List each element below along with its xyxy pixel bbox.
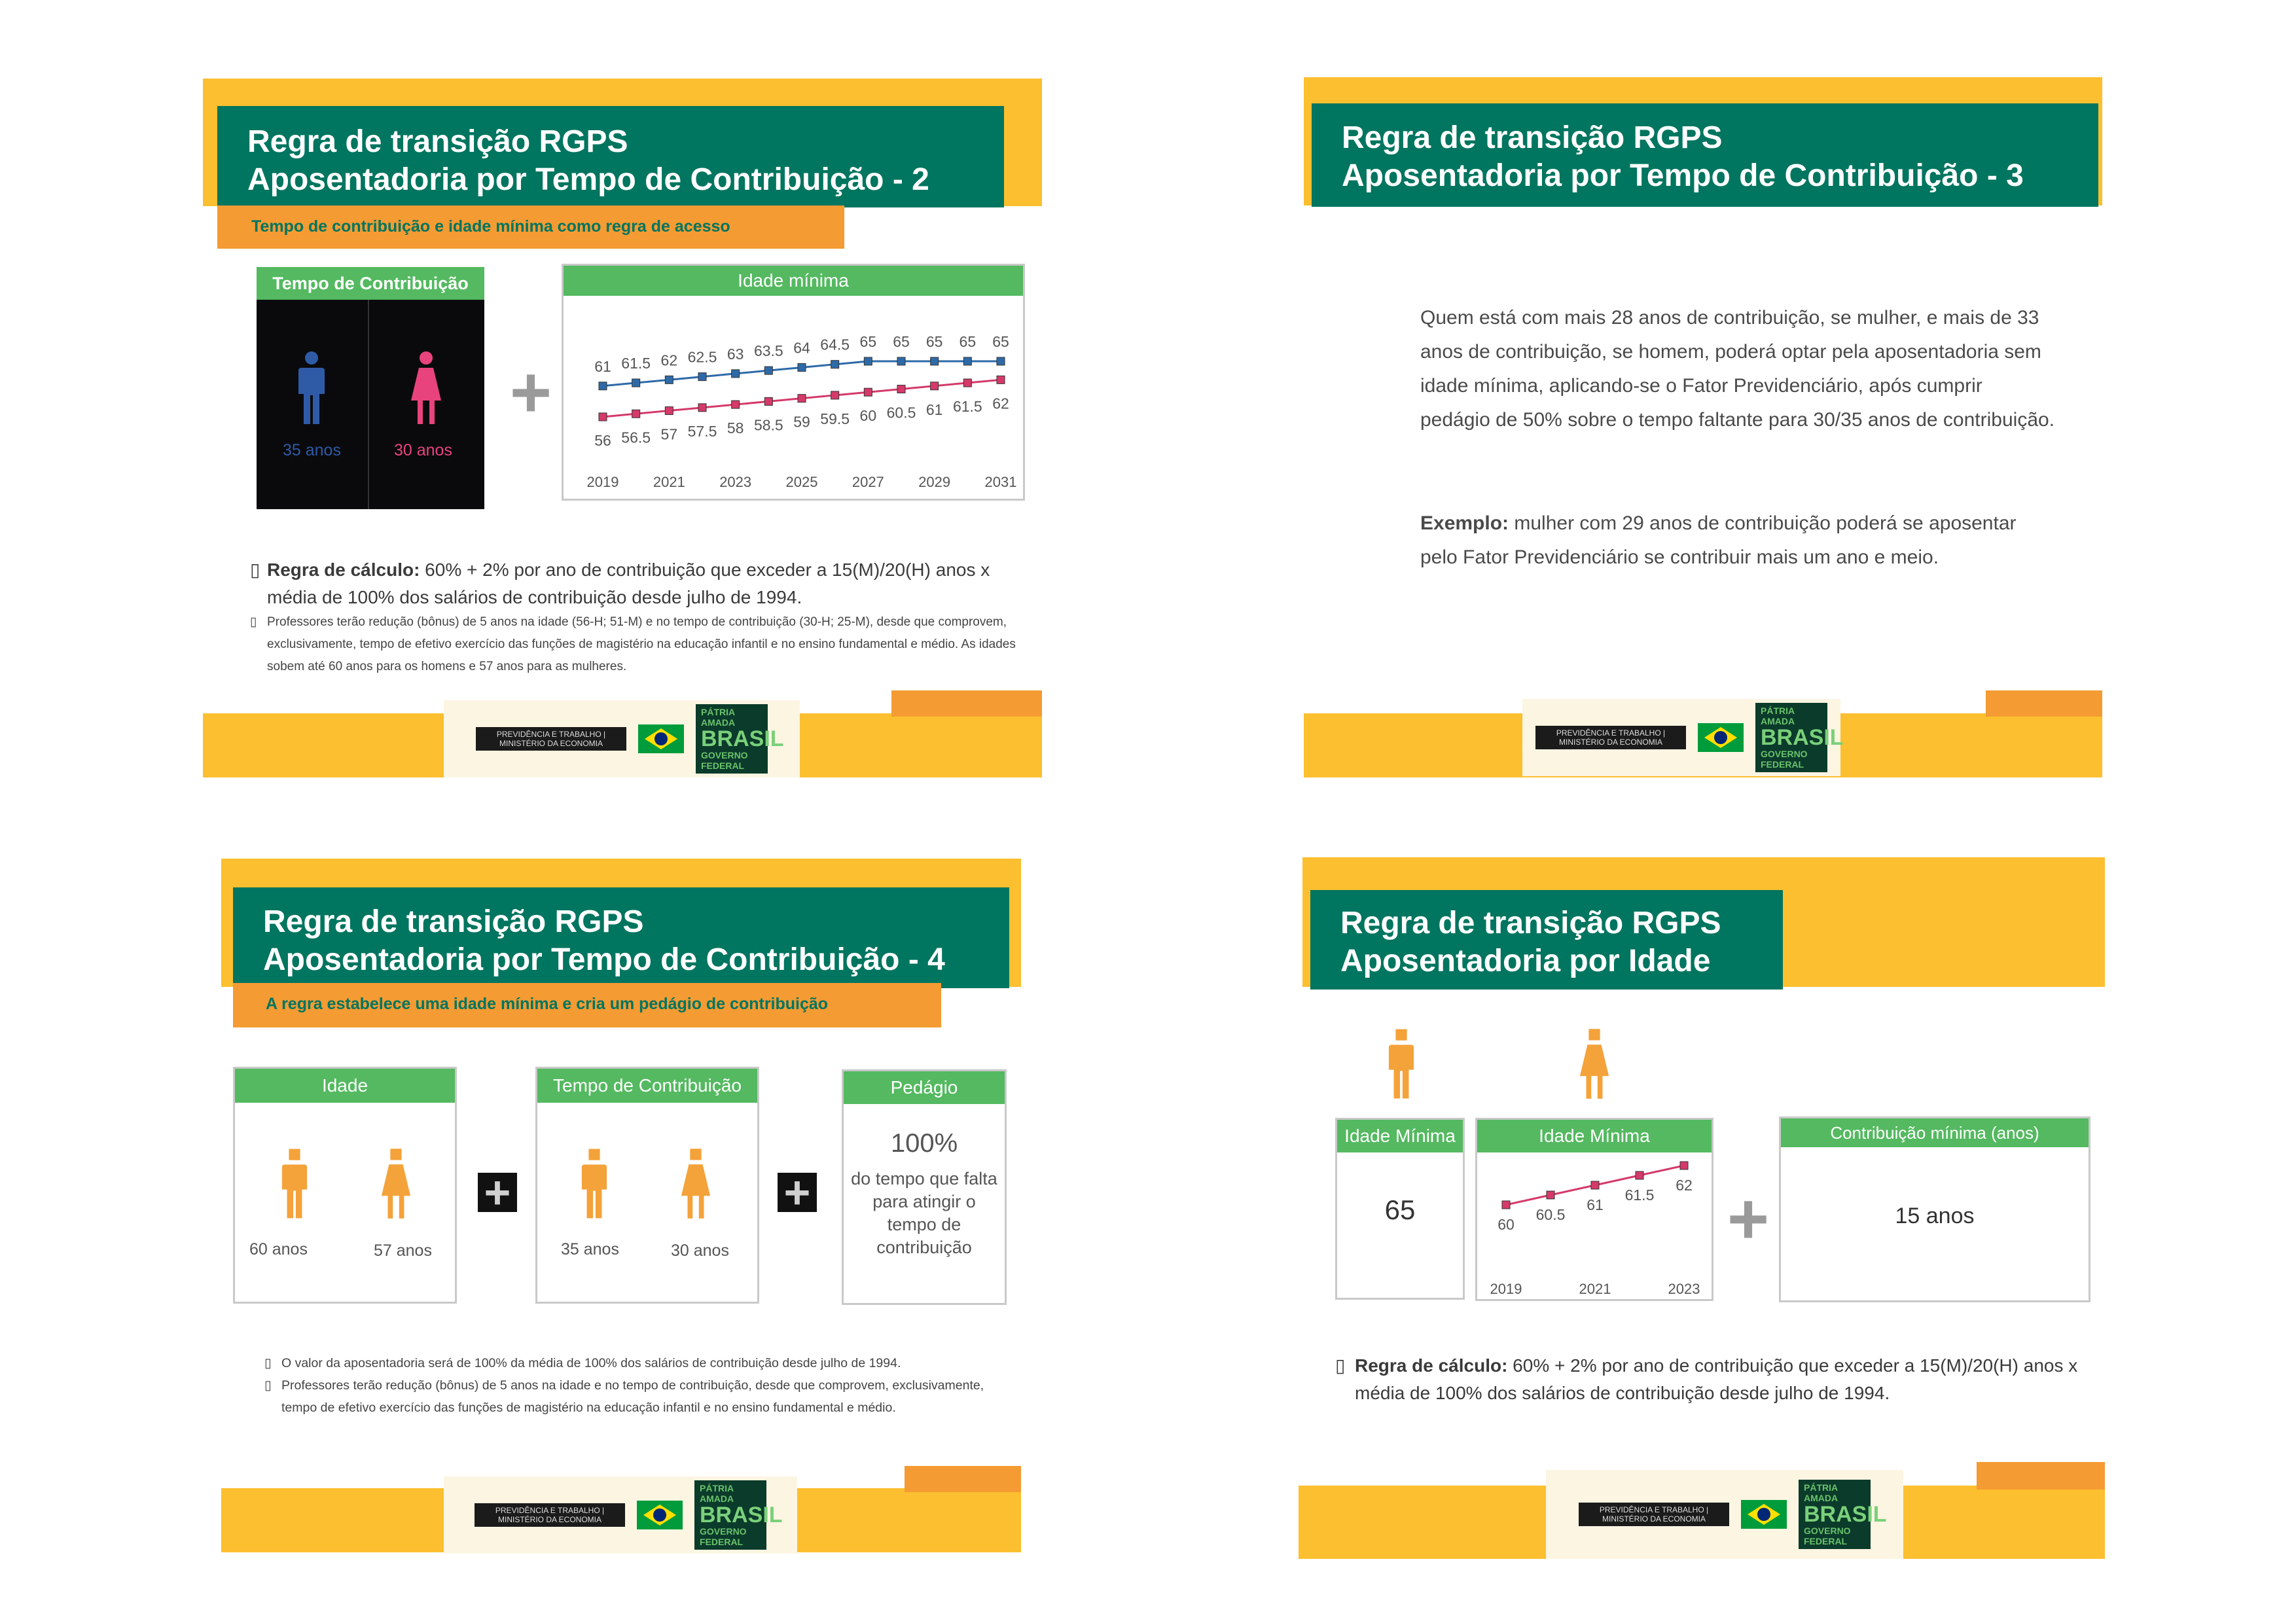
data-point bbox=[599, 382, 607, 390]
data-point bbox=[1502, 1201, 1510, 1209]
title-line-2: Aposentadoria por Tempo de Contribuição - 3 bbox=[1342, 158, 2024, 193]
brazil-flag-icon bbox=[637, 1501, 683, 1529]
toll-description: do tempo que falta para atingir o tempo de contribuição bbox=[851, 1169, 997, 1257]
data-label: 62 bbox=[660, 351, 678, 369]
data-label: 59 bbox=[793, 413, 810, 431]
data-point bbox=[864, 388, 872, 396]
footer-logo-panel bbox=[444, 1476, 797, 1554]
plus-icon: + bbox=[478, 1173, 517, 1212]
data-label: 63 bbox=[726, 345, 744, 363]
title-line-1: Regra de transição RGPS bbox=[1342, 120, 1723, 155]
subtitle-text: Tempo de contribuição e idade mínima como regra de acesso bbox=[251, 217, 730, 236]
title-line-1: Regra de transição RGPS bbox=[247, 124, 628, 159]
title-line-2: Aposentadoria por Tempo de Contribuição - 2 bbox=[247, 162, 929, 197]
data-point bbox=[632, 379, 640, 387]
government-logo bbox=[1535, 703, 1844, 772]
patria-amada-logo: PÁTRIA AMADA BRASIL GOVERNO FEDERAL bbox=[694, 1480, 766, 1550]
data-point bbox=[864, 357, 872, 365]
bullet-marker: ▯ bbox=[1335, 1355, 1346, 1376]
data-label: 59.5 bbox=[820, 410, 850, 427]
data-label: 60 bbox=[859, 407, 877, 425]
woman-time-label: 30 anos bbox=[671, 1241, 729, 1260]
x-tick-label: 2031 bbox=[984, 474, 1017, 490]
footer-logo-panel bbox=[1522, 699, 1844, 776]
data-label: 65 bbox=[859, 333, 877, 350]
man-icon bbox=[581, 1147, 608, 1222]
title-line-2: Aposentadoria por Tempo de Contribuição - 4 bbox=[263, 942, 945, 977]
government-logo bbox=[1579, 1480, 1887, 1549]
man-age-label: 60 anos bbox=[249, 1240, 308, 1258]
data-label: 60.5 bbox=[1535, 1206, 1566, 1223]
x-tick-label: 2027 bbox=[852, 474, 884, 490]
data-point bbox=[599, 413, 607, 421]
example-paragraph bbox=[1420, 507, 2055, 575]
data-label: 58 bbox=[726, 419, 744, 437]
data-label: 56 bbox=[594, 432, 611, 449]
data-point bbox=[931, 382, 939, 390]
data-point bbox=[997, 357, 1005, 365]
data-point bbox=[1680, 1162, 1688, 1169]
ministry-logo: PREVIDÊNCIA E TRABALHO | MINISTÉRIO DA ECONOMIA bbox=[1535, 726, 1686, 749]
calc-rule-label: Regra de cálculo: bbox=[267, 560, 420, 580]
data-point bbox=[931, 357, 939, 365]
brazil-flag-icon bbox=[1741, 1500, 1787, 1529]
toll-percentage: 100% bbox=[890, 1129, 958, 1158]
woman-icon bbox=[1579, 1027, 1610, 1102]
data-point bbox=[764, 366, 772, 374]
data-point bbox=[732, 370, 740, 378]
data-label: 57.5 bbox=[687, 422, 717, 440]
teachers-bullet bbox=[264, 1374, 1011, 1419]
data-label: 62 bbox=[992, 395, 1009, 412]
footer-accent bbox=[905, 1466, 1021, 1492]
patria-amada-logo: PÁTRIA AMADA BRASIL GOVERNO FEDERAL bbox=[696, 704, 768, 774]
bullet-marker: ▯ bbox=[264, 1378, 272, 1393]
x-tick-label: 2025 bbox=[785, 474, 818, 490]
data-label: 57 bbox=[660, 425, 678, 443]
slide-title bbox=[1312, 103, 2098, 207]
title-line-1: Regra de transição RGPS bbox=[1340, 906, 1721, 940]
patria-amada-logo: PÁTRIA AMADA BRASIL GOVERNO FEDERAL bbox=[1755, 703, 1827, 772]
data-label: 60 bbox=[1498, 1216, 1515, 1233]
chart-title: Idade mínima bbox=[564, 266, 1023, 296]
data-point bbox=[831, 361, 839, 368]
footer-accent bbox=[891, 690, 1042, 717]
teachers-bullet bbox=[250, 611, 1042, 678]
patria-amada-logo: PÁTRIA AMADA BRASIL GOVERNO FEDERAL bbox=[1799, 1480, 1871, 1549]
x-tick-label: 2021 bbox=[1579, 1281, 1611, 1297]
slide-title bbox=[1310, 890, 1783, 990]
man-icon bbox=[297, 351, 326, 427]
data-point bbox=[798, 363, 806, 371]
x-tick-label: 2021 bbox=[653, 474, 685, 490]
ministry-logo: PREVIDÊNCIA E TRABALHO | MINISTÉRIO DA ECONOMIA bbox=[476, 727, 626, 751]
data-label: 56.5 bbox=[621, 429, 651, 446]
data-label: 65 bbox=[925, 333, 943, 350]
x-tick-label: 2023 bbox=[719, 474, 752, 490]
min-contribution-box bbox=[1779, 1116, 2090, 1302]
woman-icon bbox=[680, 1147, 711, 1222]
example-text: mulher com 29 anos de contribuição poderá se aposentar pelo Fator Previdenciário se contribuir mais um ano e meio. bbox=[1420, 512, 2017, 568]
man-icon bbox=[1388, 1027, 1415, 1102]
data-point bbox=[632, 410, 640, 418]
women-min-age-chart bbox=[1475, 1118, 1713, 1301]
bullet-marker: ▯ bbox=[264, 1356, 272, 1370]
data-point bbox=[1636, 1171, 1643, 1179]
x-tick-label: 2029 bbox=[918, 474, 951, 490]
data-label: 58.5 bbox=[753, 416, 783, 434]
data-point bbox=[963, 379, 971, 387]
explanation-paragraph: Quem está com mais 28 anos de contribuição, se mulher, e mais de 33 anos de contribuição, se homem, poderá optar pela aposentadoria sem idade mínima, aplicando-se o Fator Previdenciário, após cumprir pedágio de 50% sobre o tempo faltante para 30/35 anos de contribuição. bbox=[1420, 307, 2055, 431]
data-label: 61.5 bbox=[621, 355, 651, 372]
man-icon bbox=[281, 1147, 308, 1222]
line-chart-svg bbox=[564, 296, 1023, 499]
data-label: 65 bbox=[959, 333, 977, 350]
data-label: 61 bbox=[925, 401, 943, 418]
data-point bbox=[997, 376, 1005, 383]
x-tick-label: 2019 bbox=[586, 474, 619, 490]
subtitle-bar bbox=[217, 205, 844, 249]
calc-rule-label: Regra de cálculo: bbox=[1355, 1355, 1508, 1376]
data-label: 63.5 bbox=[753, 342, 783, 360]
slide-title bbox=[217, 106, 1004, 207]
data-point bbox=[665, 376, 673, 383]
data-label: 61 bbox=[1587, 1196, 1604, 1213]
contribution-time-box bbox=[535, 1067, 759, 1304]
man-time-label: 35 anos bbox=[561, 1240, 619, 1258]
toll-box-title: Pedágio bbox=[844, 1071, 1005, 1104]
value-bullet bbox=[264, 1352, 1011, 1374]
plus-icon: + bbox=[509, 352, 552, 433]
min-age-chart bbox=[562, 264, 1025, 501]
government-logo bbox=[476, 704, 784, 774]
woman-label: 30 anos bbox=[394, 441, 452, 459]
age-box-title: Idade bbox=[235, 1069, 455, 1103]
plus-icon: + bbox=[1727, 1179, 1770, 1259]
line-chart-svg bbox=[1477, 1152, 1712, 1299]
subtitle-bar bbox=[233, 983, 941, 1027]
data-label: 65 bbox=[992, 333, 1009, 350]
data-point bbox=[732, 401, 740, 408]
title-line-1: Regra de transição RGPS bbox=[263, 904, 644, 939]
government-logo bbox=[475, 1480, 783, 1550]
data-point bbox=[1547, 1191, 1554, 1199]
calc-rule-text: 60% + 2% por ano de contribuição que exceder a 15(M)/20(H) anos x média de 100% dos salários de contribuição desde julho de 1994. bbox=[1355, 1355, 2078, 1403]
subtitle-text: A regra estabelece uma idade mínima e cria um pedágio de contribuição bbox=[266, 995, 829, 1013]
data-point bbox=[764, 397, 772, 405]
ministry-logo: PREVIDÊNCIA E TRABALHO | MINISTÉRIO DA ECONOMIA bbox=[1579, 1503, 1729, 1526]
toll-box bbox=[842, 1069, 1007, 1305]
age-box bbox=[233, 1067, 457, 1304]
woman-icon bbox=[380, 1147, 412, 1222]
contribution-box-title: Tempo de Contribuição bbox=[257, 267, 484, 300]
calc-rule-bullet bbox=[1335, 1352, 2101, 1407]
data-point bbox=[1591, 1181, 1599, 1189]
contribution-box bbox=[257, 267, 484, 509]
data-point bbox=[963, 357, 971, 365]
bullet-marker: ▯ bbox=[250, 615, 257, 629]
footer-logo-panel bbox=[1546, 1470, 1903, 1559]
data-label: 62 bbox=[1676, 1177, 1693, 1194]
data-point bbox=[698, 404, 706, 412]
data-label: 64.5 bbox=[820, 336, 850, 353]
data-label: 61.5 bbox=[1624, 1186, 1655, 1204]
brazil-flag-icon bbox=[1698, 723, 1744, 752]
teachers-text: Professores terão redução (bônus) de 5 anos na idade e no tempo de contribuição, desde que comprovem, exclusivamente, tempo de efetivo exercício das funções de magistério na educação infantil e no ensino fundamental e médio. bbox=[281, 1378, 984, 1415]
footer-accent bbox=[1986, 690, 2102, 717]
ministry-logo: PREVIDÊNCIA E TRABALHO | MINISTÉRIO DA ECONOMIA bbox=[475, 1503, 625, 1527]
data-point bbox=[798, 395, 806, 402]
data-point bbox=[831, 391, 839, 399]
chart-title: Idade Mínima bbox=[1477, 1120, 1712, 1152]
bullet-marker: ▯ bbox=[250, 560, 260, 580]
data-point bbox=[665, 407, 673, 415]
min-contribution-value: 15 anos bbox=[1895, 1204, 1975, 1228]
min-contribution-box-title: Contribuição mínima (anos) bbox=[1781, 1118, 2089, 1147]
x-tick-label: 2019 bbox=[1490, 1281, 1522, 1297]
teachers-text: Professores terão redução (bônus) de 5 anos na idade (56-H; 51-M) e no tempo de contribuição (30-H; 25-M), desde que comprovem, exclusivamente, tempo de efetivo exercício das funções de magistério na educação infantil e no ensino fundamental e médio. As idades sobem até 60 anos para os homens e 57 anos para as mulheres. bbox=[267, 615, 1016, 673]
calc-rule-bullet bbox=[250, 556, 1035, 611]
calc-rule-text: 60% + 2% por ano de contribuição que exceder a 15(M)/20(H) anos x média de 100% dos salários de contribuição desde julho de 1994. bbox=[267, 560, 990, 607]
min-age-value: 65 bbox=[1384, 1194, 1416, 1225]
man-label: 35 anos bbox=[283, 441, 341, 459]
woman-icon bbox=[410, 351, 442, 427]
footer-logo-panel bbox=[444, 700, 800, 777]
divider bbox=[368, 300, 369, 509]
data-label: 64 bbox=[793, 339, 810, 357]
title-line-2: Aposentadoria por Idade bbox=[1340, 944, 1711, 978]
min-age-box-title: Idade Mínima bbox=[1337, 1120, 1463, 1152]
plus-icon: + bbox=[778, 1173, 817, 1212]
min-age-box bbox=[1335, 1118, 1465, 1300]
contribution-time-box-title: Tempo de Contribuição bbox=[537, 1069, 757, 1103]
data-point bbox=[897, 357, 905, 365]
value-text: O valor da aposentadoria será de 100% da média de 100% dos salários de contribuição desde julho de 1994. bbox=[281, 1356, 901, 1370]
data-label: 61.5 bbox=[952, 398, 982, 416]
data-label: 60.5 bbox=[886, 404, 916, 421]
slide-title bbox=[233, 887, 1009, 988]
woman-age-label: 57 anos bbox=[374, 1241, 432, 1260]
x-tick-label: 2023 bbox=[1668, 1281, 1700, 1297]
data-label: 65 bbox=[893, 333, 910, 350]
data-label: 61 bbox=[594, 357, 611, 375]
footer-accent bbox=[1977, 1462, 2105, 1489]
data-point bbox=[698, 373, 706, 381]
data-point bbox=[897, 385, 905, 393]
brazil-flag-icon bbox=[638, 724, 684, 753]
data-label: 62.5 bbox=[687, 348, 717, 366]
example-label: Exemplo: bbox=[1420, 512, 1509, 534]
